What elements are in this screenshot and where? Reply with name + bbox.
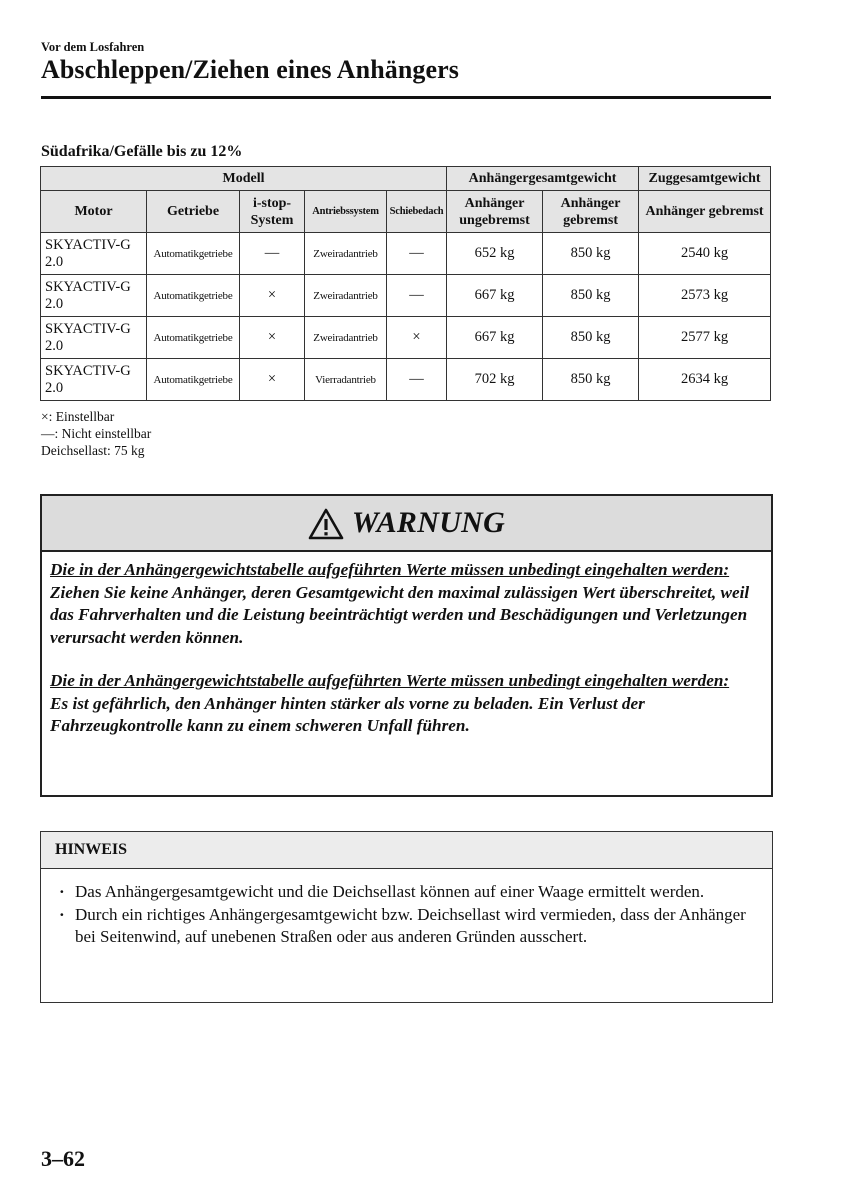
group-header-model: Modell: [41, 167, 447, 191]
cell-train-braked: 2540 kg: [639, 233, 771, 275]
cell-trailer-braked: 850 kg: [543, 233, 639, 275]
legend-item: ×: Einstellbar: [41, 409, 115, 424]
cell-trailer-unbraked: 652 kg: [447, 233, 543, 275]
column-header-istop: i-stop-System: [240, 191, 305, 233]
warning-box: [40, 494, 773, 797]
cell-istop: —: [240, 233, 305, 275]
cell-istop: ×: [240, 317, 305, 359]
group-header-trailer-weight: Anhängergesamtgewicht: [447, 167, 639, 191]
list-item: · Durch ein richtiges Anhängergesamtgewicht bzw. Deichsellast wird vermieden, dass der Anhänger bei Seitenwind, auf unebenen Straßen oder aus anderen Gründen ausschert.: [59, 904, 762, 949]
cell-motor: SKYACTIV-G 2.0: [41, 275, 147, 317]
column-header-train-braked: Anhänger gebremst: [639, 191, 771, 233]
cell-drive-system: Zweiradantrieb: [305, 233, 387, 275]
note-box: [40, 831, 773, 1003]
note-title: HINWEIS: [41, 832, 772, 869]
title-divider: [41, 96, 771, 99]
column-header-trailer-unbraked: Anhänger ungebremst: [447, 191, 543, 233]
page-number: 3–62: [41, 1146, 85, 1171]
cell-istop: ×: [240, 275, 305, 317]
cell-drive-system: Vierradantrieb: [305, 359, 387, 401]
warning-text: Ziehen Sie keine Anhänger, deren Gesamtgewicht den maximal zulässigen Wert überschreitet, weil das Fahrverhalten und die Leistung beeinträchtigt werden und Beschädigungen und Verletzungen verursacht werden können.: [50, 582, 750, 647]
table-row: [41, 275, 771, 317]
table-row: [41, 233, 771, 275]
table-row: [41, 317, 771, 359]
cell-sunroof: —: [387, 233, 447, 275]
cell-sunroof: —: [387, 359, 447, 401]
cell-trailer-braked: 850 kg: [543, 359, 639, 401]
group-header-train-weight: Zuggesamtgewicht: [639, 167, 771, 191]
cell-trailer-braked: 850 kg: [543, 317, 639, 359]
table-caption: Südafrika/Gefälle bis zu 12%: [41, 143, 243, 160]
page-title: Abschleppen/Ziehen eines Anhängers: [41, 55, 460, 84]
cell-sunroof: —: [387, 275, 447, 317]
cell-train-braked: 2634 kg: [639, 359, 771, 401]
cell-transmission: Automatikgetriebe: [147, 233, 240, 275]
warning-text: Es ist gefährlich, den Anhänger hinten stärker als vorne zu beladen. Ein Verlust der Fahrzeugkontrolle kann zu einem schweren Unfall führen.: [50, 693, 645, 735]
cell-train-braked: 2573 kg: [639, 275, 771, 317]
cell-motor: SKYACTIV-G 2.0: [41, 317, 147, 359]
cell-motor: SKYACTIV-G 2.0: [41, 359, 147, 401]
trailer-weight-table: [40, 166, 771, 401]
warning-title: WARNUNG: [351, 506, 506, 539]
warning-triangle-icon: [308, 508, 344, 540]
cell-transmission: Automatikgetriebe: [147, 275, 240, 317]
list-item: · Das Anhängergesamtgewicht und die Deichsellast können auf einer Waage ermittelt werden.: [59, 881, 762, 904]
column-header-drive-system: Antriebssystem: [305, 191, 387, 233]
legend-item: —: Nicht einstellbar: [41, 426, 152, 441]
table-row: [41, 359, 771, 401]
cell-trailer-unbraked: 667 kg: [447, 317, 543, 359]
table-legend: [41, 408, 151, 459]
cell-transmission: Automatikgetriebe: [147, 359, 240, 401]
column-header-sunroof: Schiebedach: [387, 191, 447, 233]
warning-heading: Die in der Anhängergewichtstabelle aufgeführten Werte müssen unbedingt eingehalten werden:: [50, 560, 730, 579]
warning-heading: Die in der Anhängergewichtstabelle aufgeführten Werte müssen unbedingt eingehalten werden:: [50, 671, 730, 690]
cell-motor: SKYACTIV-G 2.0: [41, 233, 147, 275]
note-list: [41, 869, 772, 949]
cell-trailer-braked: 850 kg: [543, 275, 639, 317]
cell-istop: ×: [240, 359, 305, 401]
cell-drive-system: Zweiradantrieb: [305, 275, 387, 317]
column-header-motor: Motor: [41, 191, 147, 233]
warning-header: [42, 496, 771, 552]
legend-item: Deichsellast: 75 kg: [41, 443, 145, 458]
column-header-transmission: Getriebe: [147, 191, 240, 233]
cell-sunroof: ×: [387, 317, 447, 359]
cell-trailer-unbraked: 667 kg: [447, 275, 543, 317]
column-header-trailer-braked: Anhänger gebremst: [543, 191, 639, 233]
warning-body: [42, 552, 771, 738]
cell-drive-system: Zweiradantrieb: [305, 317, 387, 359]
section-label: Vor dem Losfahren: [41, 40, 145, 54]
cell-train-braked: 2577 kg: [639, 317, 771, 359]
cell-trailer-unbraked: 702 kg: [447, 359, 543, 401]
cell-transmission: Automatikgetriebe: [147, 317, 240, 359]
